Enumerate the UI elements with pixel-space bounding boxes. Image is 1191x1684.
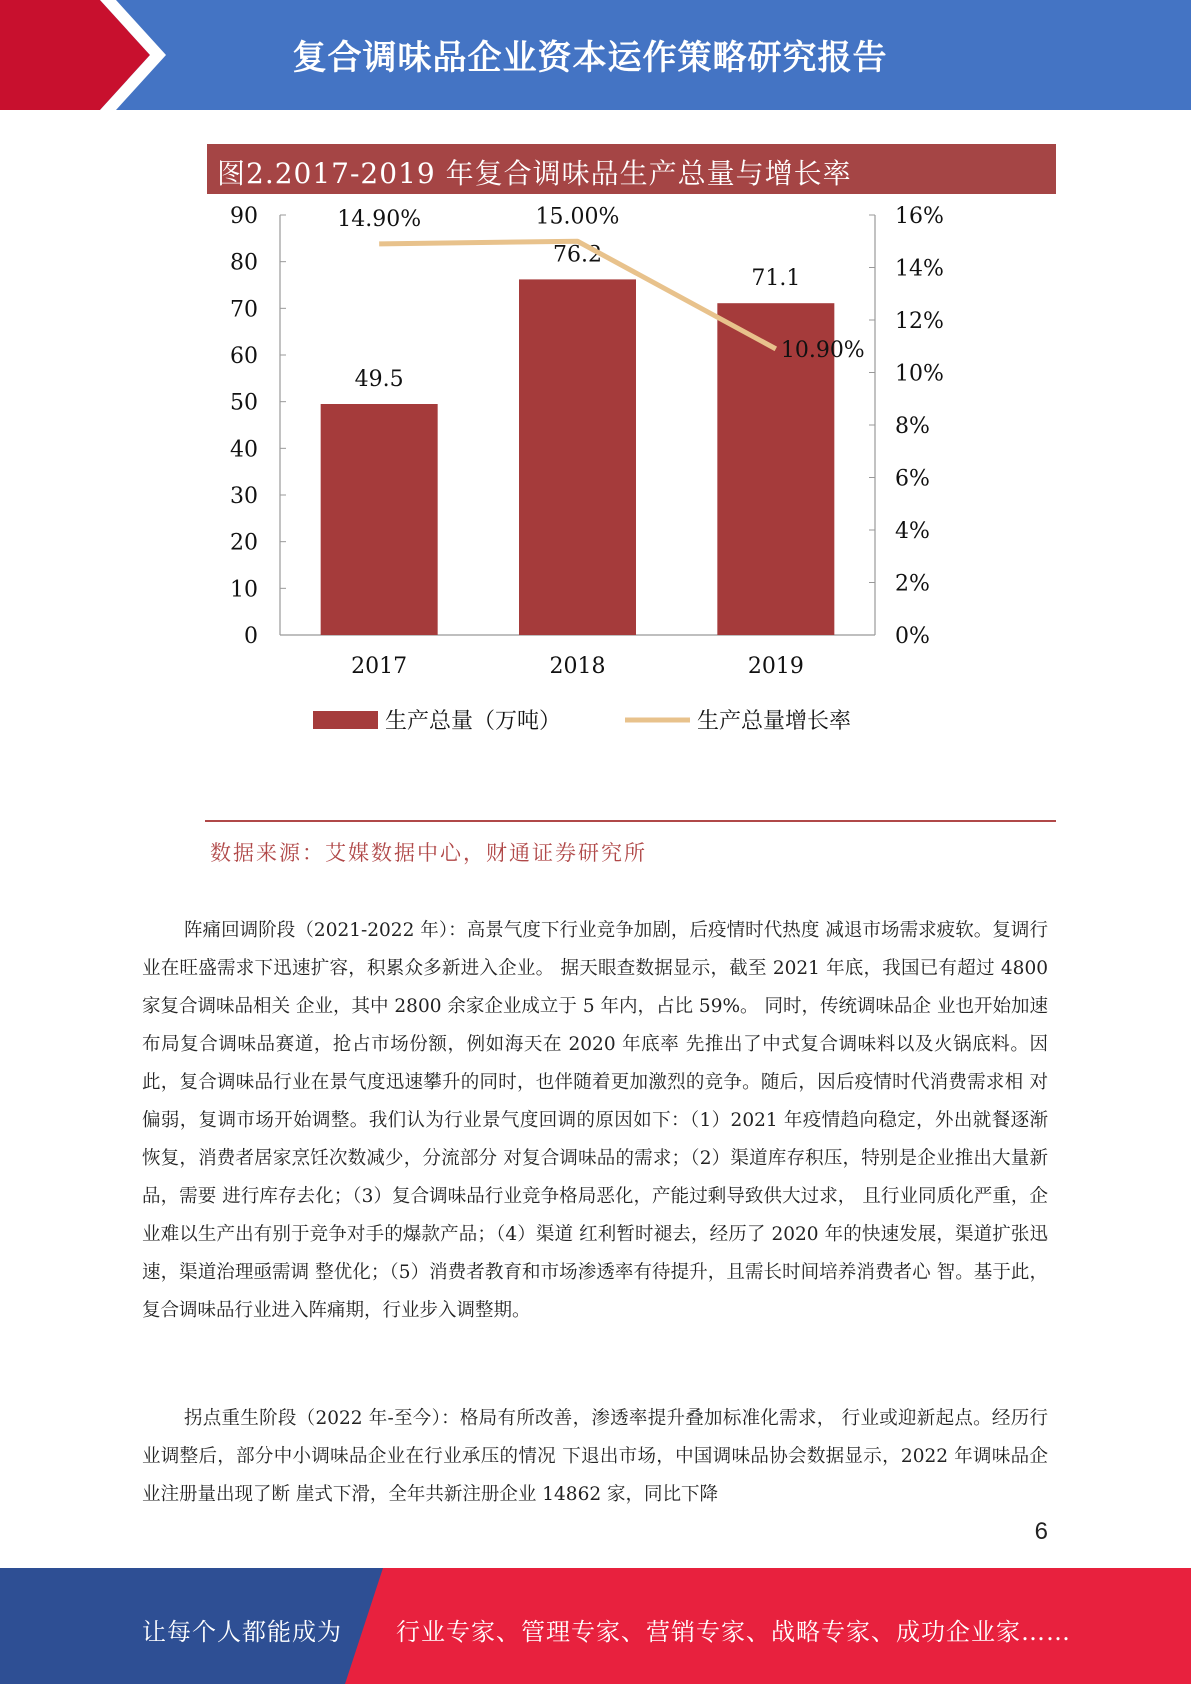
body-paragraph-2 xyxy=(142,1400,1048,1514)
y-tick-label-right: 2% xyxy=(895,571,930,597)
y-tick-label-left: 40 xyxy=(230,437,258,463)
legend-swatch-bar xyxy=(313,711,378,729)
bar-data-label: 49.5 xyxy=(354,367,404,392)
source-divider xyxy=(205,820,1056,822)
legend-label-line: 生产总量增长率 xyxy=(697,709,852,734)
y-tick-label-left: 90 xyxy=(230,204,258,229)
y-tick-label-left: 70 xyxy=(230,297,258,323)
x-tick-label: 2018 xyxy=(549,654,606,679)
y-tick-label-right: 6% xyxy=(895,466,930,492)
line-data-label: 15.00% xyxy=(535,204,620,230)
figure-title-bar xyxy=(207,144,1056,194)
y-tick-label-right: 10% xyxy=(895,361,944,387)
bar-data-label: 71.1 xyxy=(751,266,801,292)
line-data-label: 14.90% xyxy=(337,206,422,232)
figure-source: 数据来源：艾媒数据中心，财通证券研究所 xyxy=(210,841,647,865)
line-data-label: 10.90% xyxy=(780,337,865,363)
paragraph-text: 拐点重生阶段（2022 年-至今）：格局有所改善，渗透率提升叠加标准化需求， 行业或迎新起点。经历行业调整后，部分中小调味品企业在行业承压的情况 下退出市场，中国调味品协会数据显示，2022 年调味品企业注册量出现了断 崖式下滑，全年共新注册企业 14862 家，同比下降 xyxy=(142,1408,1048,1505)
y-tick-label-left: 0 xyxy=(244,624,258,649)
y-tick-label-right: 8% xyxy=(895,414,930,439)
production-chart xyxy=(205,200,1060,800)
page-number: 6 xyxy=(1034,1518,1048,1545)
figure-block xyxy=(205,140,1060,880)
y-tick-label-right: 12% xyxy=(895,309,944,334)
legend-label-bar: 生产总量（万吨） xyxy=(385,709,562,734)
footer-slogan-right: 行业专家、管理专家、营销专家、战略专家、成功企业家…… xyxy=(396,1618,1071,1646)
page-footer xyxy=(0,1568,1191,1684)
bar xyxy=(519,279,636,635)
y-tick-label-right: 4% xyxy=(895,519,930,544)
y-tick-label-left: 50 xyxy=(230,390,258,416)
page-header xyxy=(0,0,1191,110)
x-tick-label: 2019 xyxy=(747,654,804,679)
figure-title: 图2.2017-2019 年复合调味品生产总量与增长率 xyxy=(217,157,852,190)
y-tick-label-left: 60 xyxy=(230,344,258,369)
y-tick-label-left: 30 xyxy=(230,484,258,509)
body-paragraph-1 xyxy=(142,912,1048,1330)
y-tick-label-right: 16% xyxy=(895,204,944,229)
report-title: 复合调味品企业资本运作策略研究报告 xyxy=(292,38,888,78)
x-tick-label: 2017 xyxy=(351,654,408,679)
y-tick-label-left: 80 xyxy=(230,250,258,276)
footer-slogan-left: 让每个人都能成为 xyxy=(142,1618,342,1646)
y-tick-label-left: 20 xyxy=(230,530,258,556)
paragraph-text: 阵痛回调阶段（2021-2022 年）：高景气度下行业竞争加剧，后疫情时代热度 减退市场需求疲软。复调行业在旺盛需求下迅速扩容，积累众多新进入企业。 据天眼查数据显示，截至 2021 年底，我国已有超过 4800 家复合调味品相关 企业，其中 2800 余家企业成立于 5 年内，占比 59%。 同时，传统调味品企 业也开始加速布局复合调味品赛道，抢占市场份额，例如海天在 2020 年底率 先推出了中式复合调味料以及火锅底料。因此，复合调味品行业在景气度迅速攀升的同时，也伴随着更加激烈的竞争。随后，因后疫情时代消费需求相 对偏弱，复调市场开始调整。我们认为行业景气度回调的原因如下：（1）2021 年疫情趋向稳定，外出就餐逐渐恢复，消费者居家烹饪次数减少，分流部分 对复合调味品的需求；（2）渠道库存积压，特别是企业推出大量新品，需要 进行库存去化；（3）复合调味品行业竞争格局恶化，产能过剩导致供大过求， 且行业同质化严重，企业难以生产出有别于竞争对手的爆款产品；（4）渠道 红利暂时褪去，经历了 2020 年的快速发展，渠道扩张迅速，渠道治理亟需调 整优化；（5）消费者教育和市场渗透率有待提升，且需长时间培养消费者心 智。基于此，复合调味品行业进入阵痛期，行业步入调整期。 xyxy=(142,920,1048,1321)
y-tick-label-right: 0% xyxy=(895,624,930,649)
y-tick-label-right: 14% xyxy=(895,256,944,282)
bar-data-label: 76.2 xyxy=(553,242,602,268)
y-tick-label-left: 10 xyxy=(230,577,258,603)
bar xyxy=(321,404,438,635)
